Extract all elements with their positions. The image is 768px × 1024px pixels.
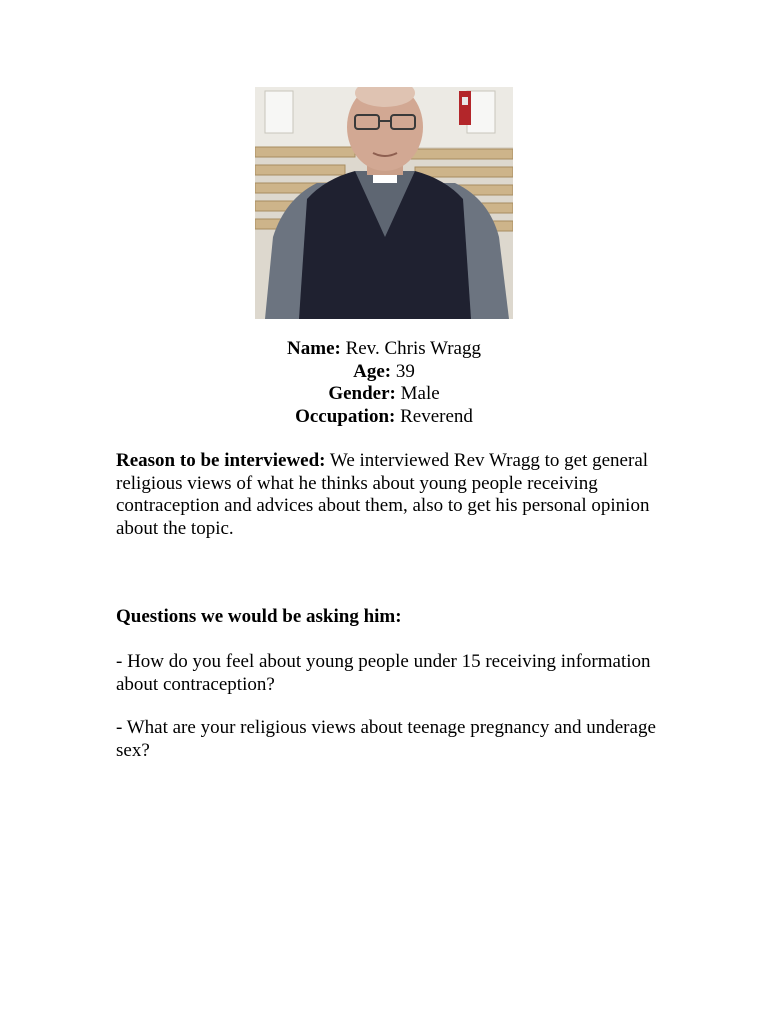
age-label: Age: <box>353 360 392 382</box>
interview-reason <box>116 450 656 540</box>
gender-line <box>0 383 768 406</box>
gender-label: Gender: <box>328 383 396 404</box>
occupation-label: Occupation: <box>295 405 396 427</box>
name-line <box>0 338 768 361</box>
age-line <box>0 361 768 384</box>
occupation-line <box>0 406 768 429</box>
name-label: Name: <box>287 338 341 359</box>
interviewee-photo-illustration <box>255 87 513 319</box>
profile-details <box>0 338 768 428</box>
question-item: - How do you feel about young people under 15 receiving information about contraception? <box>116 651 651 695</box>
occupation-value: Reverend <box>395 405 473 427</box>
age-value: 39 <box>391 360 415 382</box>
interviewee-photo <box>255 87 513 319</box>
question-item: - What are your religious views about teenage pregnancy and underage sex? <box>116 717 656 761</box>
reason-text: We interviewed Rev Wragg to get general religious views of what he thinks about young people receiving contraception and advices about them, also to get his personal opinion about the topic. <box>116 450 650 539</box>
name-value: Rev. Chris Wragg <box>340 338 481 359</box>
reason-label: Reason to be interviewed: <box>116 450 326 471</box>
questions-heading: Questions we would be asking him: <box>116 606 402 627</box>
gender-value: Male <box>395 383 440 404</box>
